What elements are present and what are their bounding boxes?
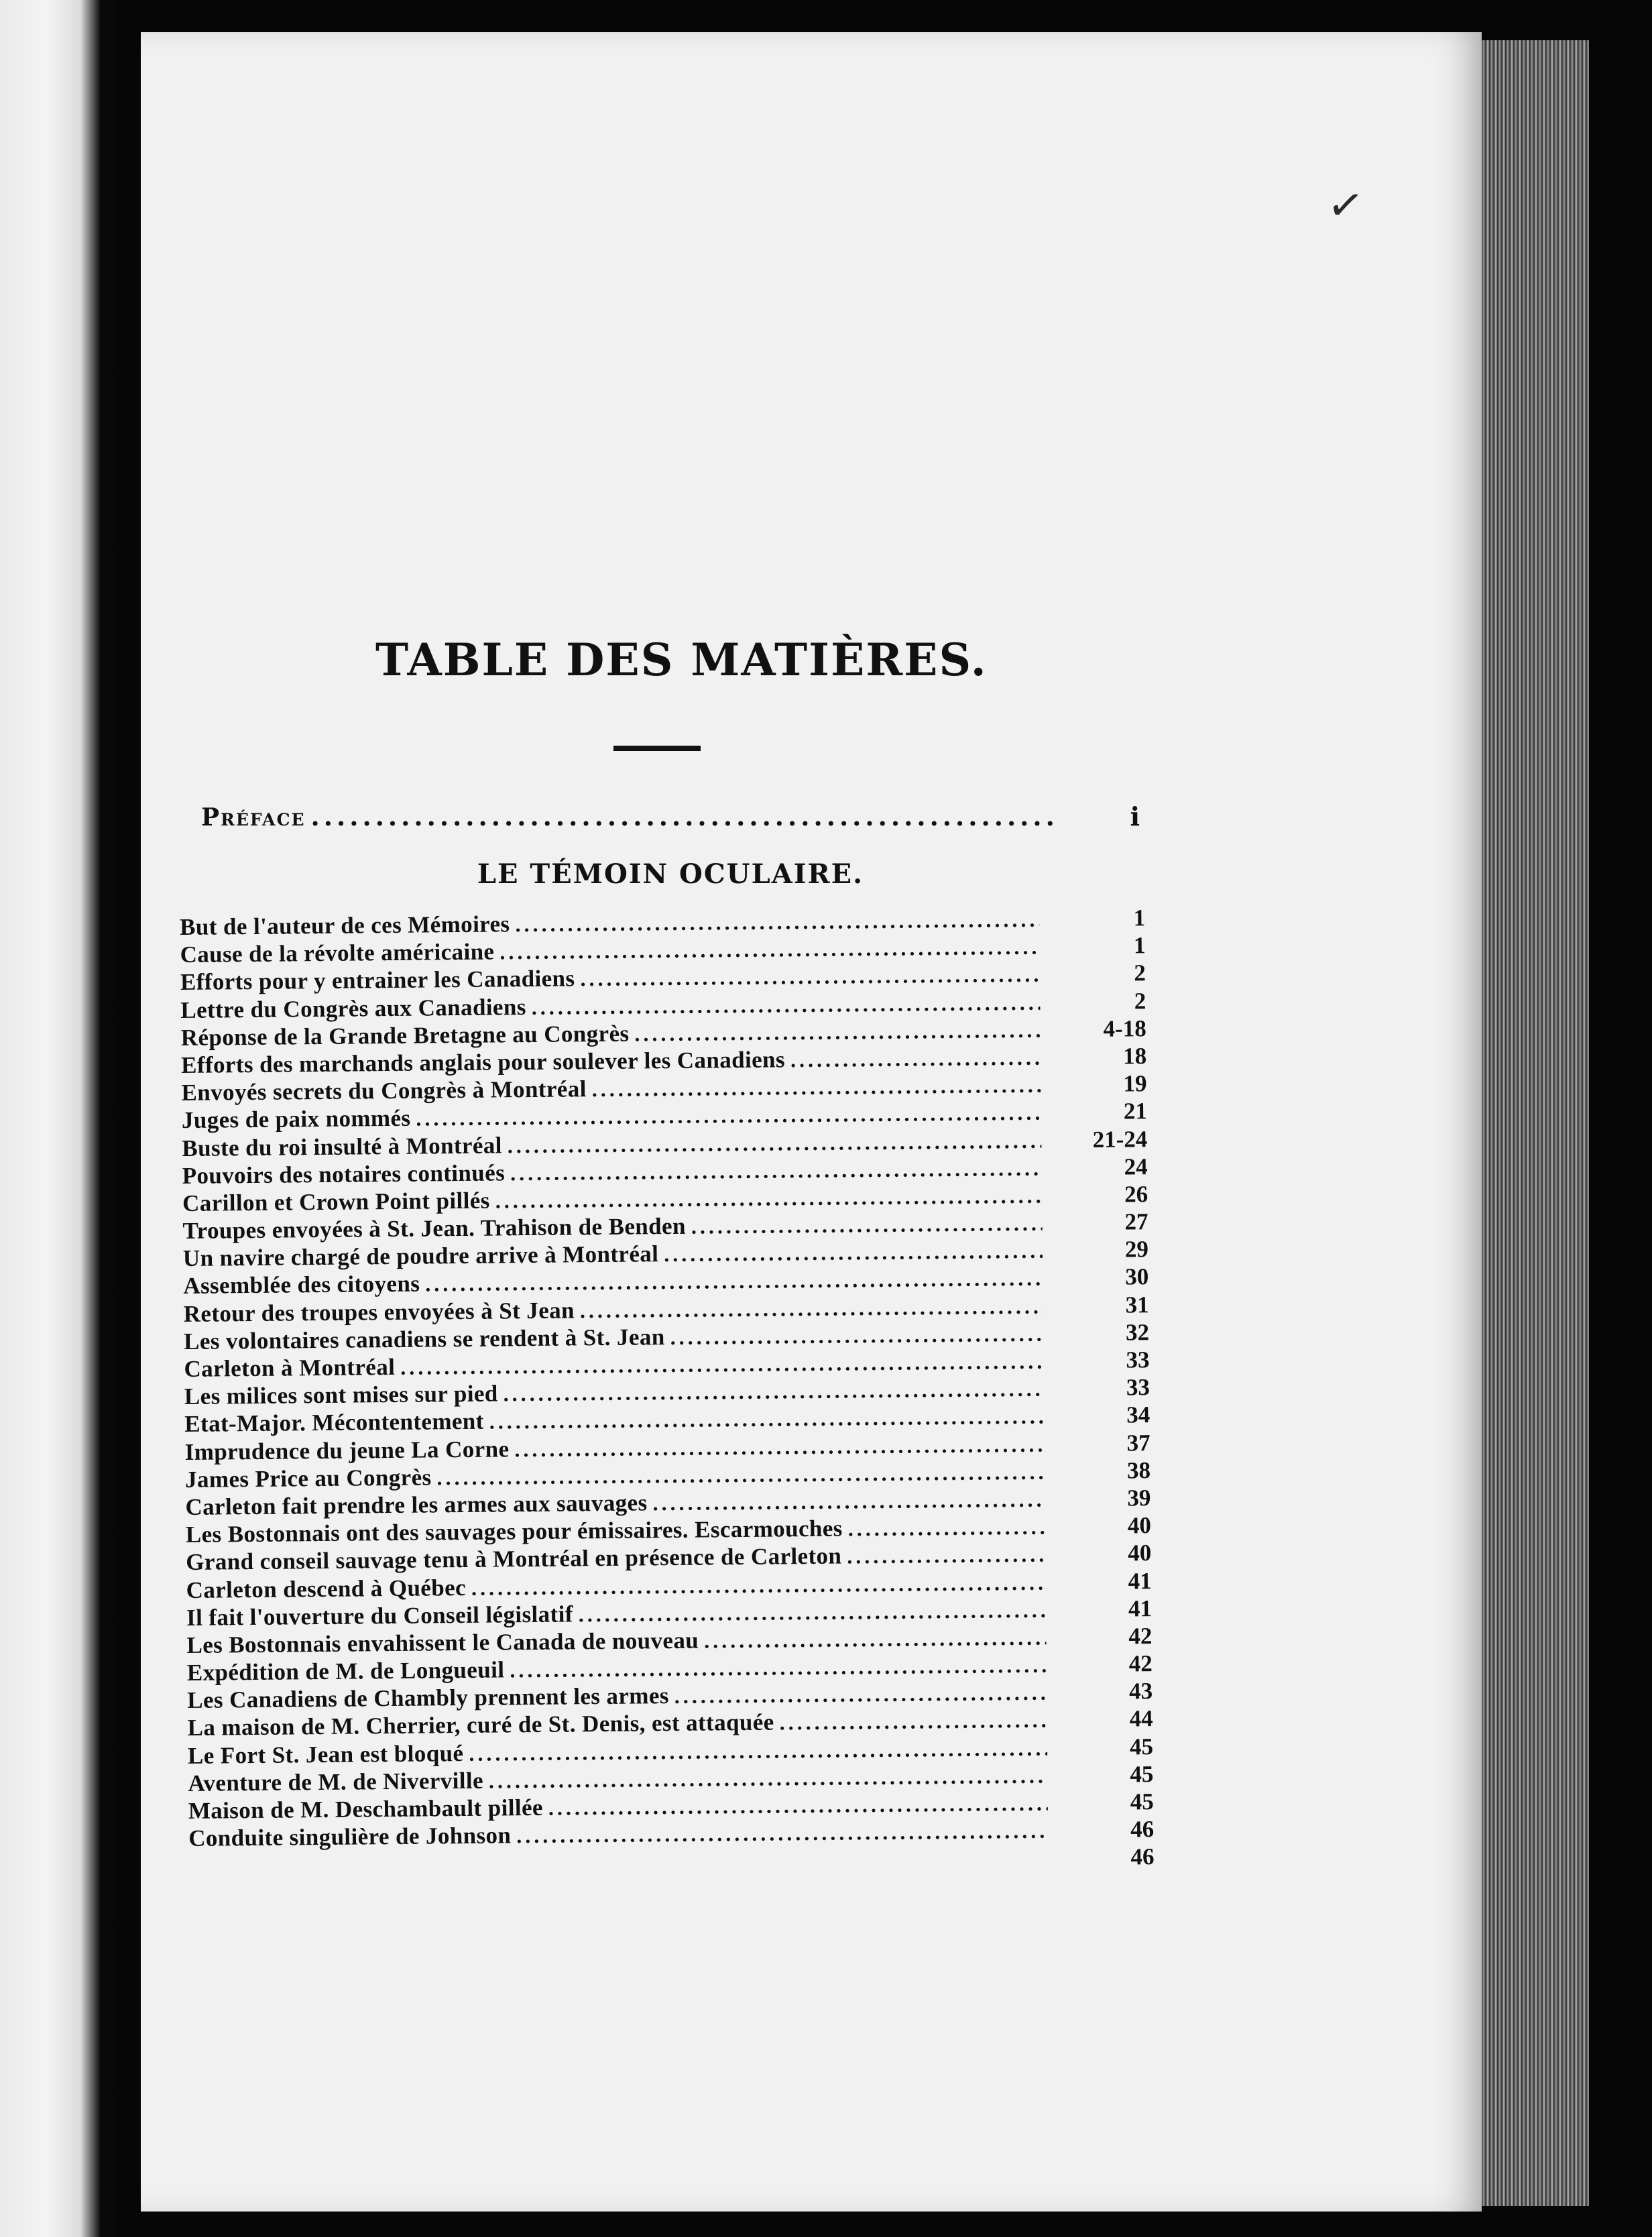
toc-entry-page: 38: [1126, 1456, 1151, 1484]
toc-entry-page: 1: [1133, 905, 1146, 931]
toc-entry-page: 41: [1128, 1595, 1153, 1622]
dot-leader: [664, 1237, 1043, 1268]
preface-entry: [201, 801, 1140, 835]
toc-entry-page: 33: [1126, 1346, 1150, 1373]
toc-entry-page: 41: [1128, 1567, 1152, 1594]
toc-entry-label: Les Bostonnais envahissent le Canada de nouveau: [186, 1627, 699, 1658]
toc-entry-page: 32: [1125, 1318, 1150, 1346]
preface-page: i: [1130, 801, 1140, 831]
toc-entry-page: 21-24: [1092, 1125, 1148, 1153]
toc-entry-label: Le Fort St. Jean est bloqué: [187, 1739, 464, 1769]
toc-entry-page: 39: [1127, 1485, 1151, 1511]
dot-leader: [634, 1016, 1041, 1047]
facing-page-edge: [0, 0, 127, 2237]
toc-entry-label: Expédition de M. de Longueuil: [186, 1656, 505, 1686]
toc-entry-page: 30: [1125, 1263, 1149, 1290]
dot-leader: [674, 1679, 1047, 1710]
toc-entry-label: Lettre du Congrès aux Canadiens: [180, 993, 526, 1023]
toc-entry-label: James Price au Congrès: [184, 1464, 432, 1493]
toc-entry-page: 34: [1126, 1401, 1150, 1428]
dot-leader: [848, 1513, 1046, 1543]
dot-leader: [548, 1790, 1048, 1822]
dot-leader: [691, 1210, 1043, 1241]
toc-entry-label: Les Canadiens de Chambly prennent les armes: [187, 1682, 669, 1714]
toc-entry-label: Carleton descend à Québec: [186, 1574, 467, 1603]
background-border: [1589, 0, 1652, 2237]
dot-leader: [652, 1486, 1045, 1517]
toc-entry-page: 31: [1125, 1291, 1149, 1318]
toc-entry-page: 42: [1128, 1650, 1153, 1677]
dot-leader: [580, 961, 1040, 993]
toc-entry-label: Aventure de M. de Niverville: [188, 1767, 484, 1796]
toc-entry-label: Les Bostonnais ont des sauvages pour émissaires. Escarmouches: [185, 1515, 843, 1548]
toc-entry-label: Conduite singulière de Johnson: [188, 1822, 512, 1852]
toc-entry-page: 43: [1129, 1678, 1153, 1705]
toc-entry-label: Efforts pour y entrainer les Canadiens: [180, 965, 575, 996]
toc-entry-page: 40: [1128, 1540, 1152, 1566]
section-title: LE TÉMOIN OCULAIRE.: [477, 858, 864, 890]
toc-entry-page: 46: [1130, 1816, 1155, 1843]
toc-entry-label: Troupes envoyées à St. Jean. Trahison de Benden: [182, 1212, 687, 1245]
toc-entry-page: 27: [1124, 1208, 1148, 1235]
toc-entry-label: Assemblée des citoyens: [183, 1271, 420, 1300]
toc-entry-label: Carleton fait prendre les armes aux sauvages: [185, 1489, 648, 1520]
toc-entry-label: Les volontaires canadiens se rendent à St. Jean: [183, 1323, 665, 1355]
toc-entry-page: 26: [1124, 1181, 1148, 1208]
dot-leader: [847, 1541, 1045, 1570]
dot-leader: [516, 1817, 1048, 1850]
dot-leader: [790, 1044, 1041, 1074]
toc-entry-label: Carillon et Crown Point pillés: [182, 1187, 490, 1216]
toc-entry-label: Carleton à Montréal: [184, 1353, 396, 1382]
toc-entry-page: 33: [1126, 1374, 1150, 1401]
toc-entries: [180, 904, 1155, 1880]
toc-entry-label: Buste du roi insulté à Montréal: [182, 1131, 502, 1161]
toc-entry-label: Efforts des marchands anglais pour soulever les Canadiens: [180, 1046, 786, 1078]
dot-leader: [592, 1072, 1041, 1103]
dot-leader: [670, 1320, 1043, 1351]
toc-entry-page: 19: [1123, 1070, 1147, 1097]
toc-entry-page: 2: [1134, 987, 1146, 1014]
toc-entry-page: 29: [1124, 1236, 1149, 1263]
toc-entry-label: Juges de paix nommés: [181, 1105, 411, 1134]
page-title: TABLE DES MATIÈRES.: [375, 634, 988, 686]
dot-leader: [579, 1596, 1047, 1628]
toc-entry-label: Etat-Major. Mécontentement: [184, 1408, 484, 1438]
toc-entry-label: Cause de la révolte américaine: [180, 938, 495, 968]
toc-entry-page: 21: [1123, 1098, 1148, 1125]
toc-entry-label: Maison de M. Deschambault pillée: [188, 1794, 544, 1824]
toc-entry-page: 42: [1128, 1623, 1153, 1650]
toc-entry-label: Imprudence du jeune La Corne: [184, 1435, 510, 1465]
toc-entry-page: 45: [1129, 1733, 1154, 1760]
toc-entry-page: 18: [1122, 1043, 1147, 1070]
dot-leader: [515, 906, 1039, 939]
toc-entry-page: 1: [1133, 932, 1146, 959]
toc-entry-label: Envoyés secrets du Congrès à Montréal: [181, 1076, 587, 1106]
toc-entry-label: Grand conseil sauvage tenu à Montréal en présence de Carleton: [186, 1542, 842, 1576]
toc-entry-page: 2: [1134, 960, 1146, 986]
dot-leader: [779, 1707, 1047, 1737]
dot-leader: [311, 801, 1054, 831]
dot-leader: [514, 1430, 1045, 1463]
toc-entry-page: 44: [1129, 1705, 1153, 1732]
dot-leader: [580, 1292, 1043, 1324]
dot-leader: [510, 1154, 1042, 1187]
page-edges: [1482, 40, 1589, 2206]
toc-entry-label: Retour des troupes envoyées à St Jean: [183, 1297, 575, 1327]
toc-entry-page: 46: [1130, 1843, 1155, 1870]
toc-entry-page: 24: [1124, 1153, 1148, 1180]
toc-entry-label: La maison de M. Cherrier, curé de St. Denis, est attaquée: [187, 1709, 774, 1741]
toc-entry-page: 4-18: [1103, 1015, 1146, 1042]
handwritten-check-mark: ✓: [1324, 178, 1367, 233]
toc-entry-label: But de l'auteur de ces Mémoires: [180, 911, 510, 940]
toc-entry-page: 45: [1130, 1788, 1154, 1815]
toc-entry-label: Un navire chargé de poudre arrive à Montréal: [182, 1241, 659, 1272]
preface-label: Préface: [201, 803, 306, 831]
title-rule: [613, 746, 701, 751]
dot-leader: [704, 1624, 1047, 1655]
toc-entry-page: 40: [1127, 1512, 1152, 1539]
toc-entry-label: Il fait l'ouverture du Conseil législatif: [186, 1601, 573, 1631]
toc-entry-label: Les milices sont mises sur pied: [184, 1380, 498, 1410]
toc-entry-label: Réponse de la Grande Bretagne au Congrès: [180, 1020, 630, 1051]
toc-entry-page: 37: [1126, 1429, 1150, 1456]
toc-entry-label: Pouvoirs des notaires continués: [182, 1159, 506, 1189]
toc-entry-page: 45: [1130, 1760, 1154, 1788]
dot-leader: [532, 988, 1041, 1021]
